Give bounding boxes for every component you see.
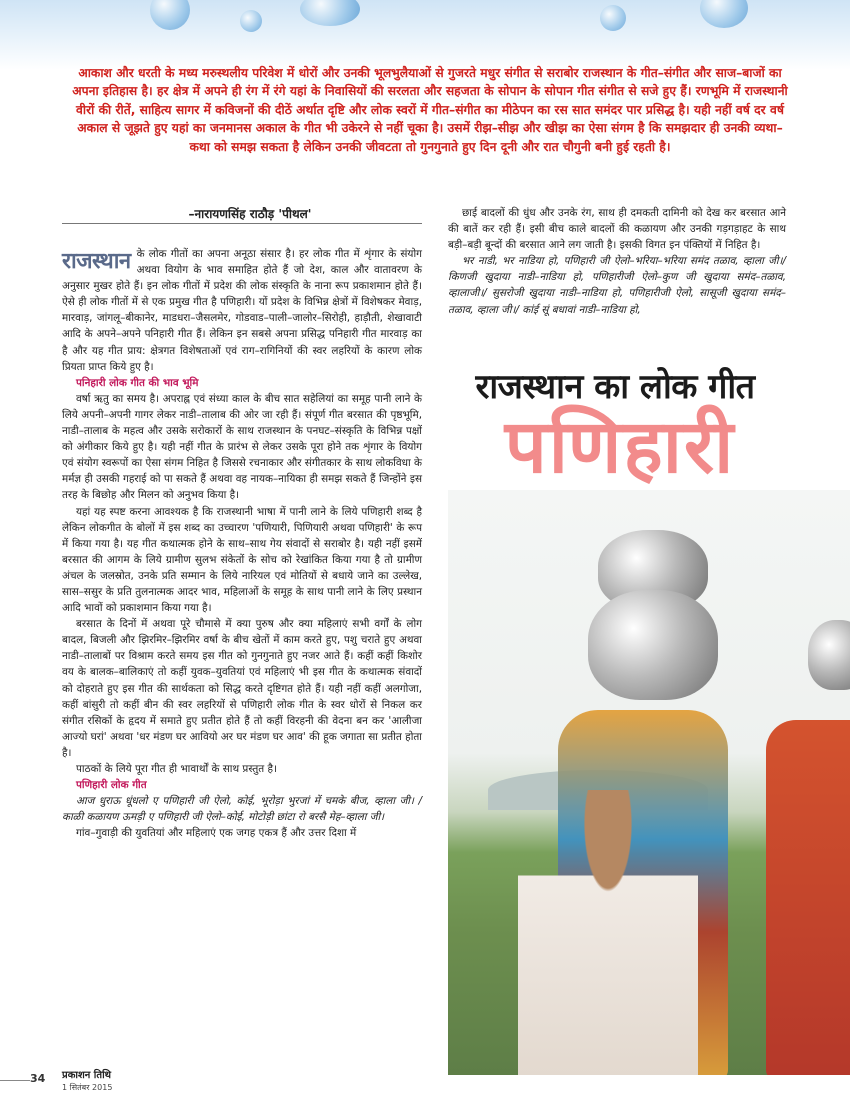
water-drop-decoration [150,0,190,30]
right-column [448,205,786,318]
song-verse: भर नाडी, भर नाडिया हो, पणिहारी जी ऐलो–भरिया–भरिया समंद तळाव, व्हाला जी।/ किणजी खुदाया नाडी–नाडिया हो, पणिहारीजी ऐलो–कुण जी खुदाया समंद–तळाव, व्हालाजी।/ सुसरोजी खुदाया नाडी–नाडिया हो, पणिहारीजी ऐलो, सासूजी खुदाया समंद–तळाव, व्हाला जी।/ कांई सूं बधावां नाडी–नाडिया हो, [448,255,786,316]
author-byline: –नारायणसिंह राठौड़ 'पीथल' [188,207,312,221]
opening-text: के लोक गीतों का अपना अनूठा संसार है। हर लोक गीत में शृंगार के संयोग अथवा वियोग के भाव समाहित होते हैं जो देश, काल और वातावरण के अनुसार मुखर होते हैं। इन लोक गीतों में प्रदेश की लोक संस्कृति के नाना रूप प्रकाशमान होते हैं। ऐसे ही लोक गीतों में से एक प्रमुख गीत है पणिहारी। यों प्रदेश के विभिन्न क्षेत्रों में विशेषकर मेवाड़, मारवाड़, जांगलू–बीकानेर, माडधरा–जैसलमेर, गोडवाड–पाली–जालोर–सिरोही, हाड़ौती, शेखावाटी आदि के अपने–अपने पनिहारी गीत हैं। लेकिन इन सबसे अपना प्रसिद्ध पनिहारी गीत मारवाड़ का है और यह गीत प्राय: क्षेत्रगत विशेषताओं एवं राग–रागिनियों की स्वर लहरियों के कारण लोक प्रियता प्राप्त किये हुए है। [62,248,422,373]
left-column [62,246,422,841]
body-paragraph: पाठकों के लिये पूरा गीत ही भावार्थों के साथ प्रस्तुत है। [76,763,277,775]
body-paragraph: छाई बादलों की धुंध और उनके रंग, साथ ही दमकती दामिनी को देख कर बरसात आने की बातें कर रही हैं। इसी बीच काले बादलों की कळायण और उनकी गड़गड़ाहट के साथ बड़ी–बड़ी बून्दों की बरसात आने लग जाती है। इसकी विगत इन पंक्तियों में निहित है। [448,207,786,252]
song-verse: आज धुराऊ धूंधलो ए पणिहारी जी ऐलो, कोई, भूरोड़ा भुरजां में चमके बीज, व्हाला जी। / काळी कळायण ऊमड़ी ए पणिहारी जी ऐलो–कोई, मोटोड़ी छांटा रो बरसै मेह–व्हाला जी। [62,795,422,824]
issue-date: 1 सितंबर 2015 [62,1083,113,1092]
water-pot [588,590,718,700]
water-drop-decoration [300,0,360,26]
divider [62,223,422,224]
body-paragraph: गांव–गुवाड़ी की युवतियां और महिलाएं एक जगह एकत्र हैं और उत्तर दिशा में [76,827,357,840]
body-paragraph: बरसात के दिनों में अथवा पूरे चौमासे में क्या पुरुष और क्या महिलाएं सभी वर्गों के लोग बादल, बिजली और झिरमिर–झिरमिर वर्षा के बीच खेतों में काम करते हुए, पशु चराते हुए अथवा नाडी–तालाबों पर विश्राम करते समय इस गीत को गुनगुनाते हुए नजर आते हैं। कहीं कहीं किशोर वय के बालक–बालिकाएं तो कहीं युवक–युवतियां एवं महिलाएं भी इस गीत के कथात्मक संवादों को दोहराते हुए इस गीत की सार्थकता को सिद्ध करते दृष्टिगत होते हैं। यही नहीं कहीं अलगोजा, कहीं बांसुरी तो कहीं बीन की स्वर लहरियों से पणिहारी लोक गीत के स्वर धोरों से निकल कर संगीत रसिकों के हृदय में समाते हुए प्रतीत होते हैं तो कहीं विरहनी की वेदना बन कर 'आलीजा आज्यो घरां' अथवा 'धर मंडण घर आवियो अर घर मंडण घर आव' की हूक जगाता सा प्रतीत होता है। [62,618,422,759]
body-paragraph: वर्षा ऋतु का समय है। अपराह्न एवं संध्या काल के बीच सात सहेलियां का समूह पानी लाने के लिये अपनी–अपनी गागर लेकर नाडी–तालाब की ओर जा रही हैं। संपूर्ण गीत बरसात की पृष्ठभूमि, नाडी–तालाब के महत्व और उसके सरोकारों के साथ राजस्थान के पनघट–संस्कृति के विभिन्न पक्षों को अंगीकार किये हुए है। यही नहीं गीत के प्रारंभ से लेकर उसके पूरा होने तक शृंगार के वियोग एवं संयोग स्वरूपों का ऐसा संगम निहित है जिससे रचनाकार और संगीतकार के साथ लोकविधा के मर्मज्ञ ही उसकी गहराई को पा सकते हैं अथवा वह नायक–नायिका ही समझ सकते हैं जिन्होंने इस तरह के बिछोह और मिलन को अनुभव किया है। [62,392,423,502]
article-title: राजस्थान का लोक गीत [475,367,755,407]
woman-figure-right [766,720,850,1075]
intro-paragraph: आकाश और धरती के मध्य मरुस्थलीय परिवेश में धोरों और उनकी भूलभुलैयाओं से गुजरते मधुर संगीत से सराबोर राजस्थान के गीत–संगीत और साज–बाजों का अपना इतिहास है। हर क्षेत्र में अपने ही रंग में रंगे यहां के निवासियों की सरलता और सहजता के सोपान के सोपान गीत संगीत से सजे हुए हैं। रणभूमि में राजस्थानी वीरों की रीतें, साहित्य सागर में कविजनों की दीठें अर्थात दृष्टि और लोक स्वरों में गीत–संगीत का मीठेपन का रस सात समंदर पार प्रसिद्ध है। यही नहीं वर्ष दर वर्ष अकाल से जूझते हुए यहां का जनमानस अकाल के गीत भी उकेरने से नहीं चूका है। उसमें रीझ–सीझ और खीझ का ऐसा संगम है कि समझदार ही उनकी व्यथा–कथा को समझ सकता है लेकिन उनकी जीवटता तो गुनगुनाते हुए दिन दूनी और रात चौगुनी बनी हुई रहती है। [72,66,788,154]
body-paragraph: यहां यह स्पष्ट करना आवश्यक है कि राजस्थानी भाषा में पानी लाने के लिये पणिहारी शब्द है लेकिन लोकगीत के बोलों में इस शब्द का उच्चारण 'पणियारी, पिणियारी अथवा पणिहारी' के रूप में किया गया है। यह गीत कथात्मक होने के साथ–साथ गेय संवादों से सराबोर है। यही नहीं इसमें बरसात की आगम के लिये ग्रामीण सुलभ संकेतों के सोच को रेखांकित किया गया है तो ग्रामीण अंचल के जलस्रोत, उनके प्रति सम्मान के लिये नारियल एवं मोतियों से बधाये जाने का उल्लेख, सास–ससुर के प्रति तुलनात्मक आदर भाव, महिलाओं के समूह के साथ पानी लाने के लिए प्रस्थान आदि भावों को प्रकाशमान किया गया है। [62,505,422,615]
subheading-song: पणिहारी लोक गीत [76,779,147,792]
article-title-large: पणिहारी [504,404,736,490]
page-footer [0,1072,850,1100]
water-drop-decoration [600,5,626,31]
dropcap-word: राजस्थान [62,248,131,274]
water-drop-decoration [240,10,262,32]
water-splash-banner [0,0,850,70]
subheading-bhav-bhumi: पनिहारी लोक गीत की भाव भूमि [76,376,199,389]
footer-rule [0,1080,30,1081]
page-number: 34 [30,1072,46,1085]
panihari-photo [448,490,850,1075]
boy-figure [518,790,698,1075]
magazine-name: प्रकाशन तिथि [62,1070,112,1081]
water-drop-decoration [700,0,748,28]
water-pot [808,620,850,690]
opening-paragraph [62,246,422,375]
